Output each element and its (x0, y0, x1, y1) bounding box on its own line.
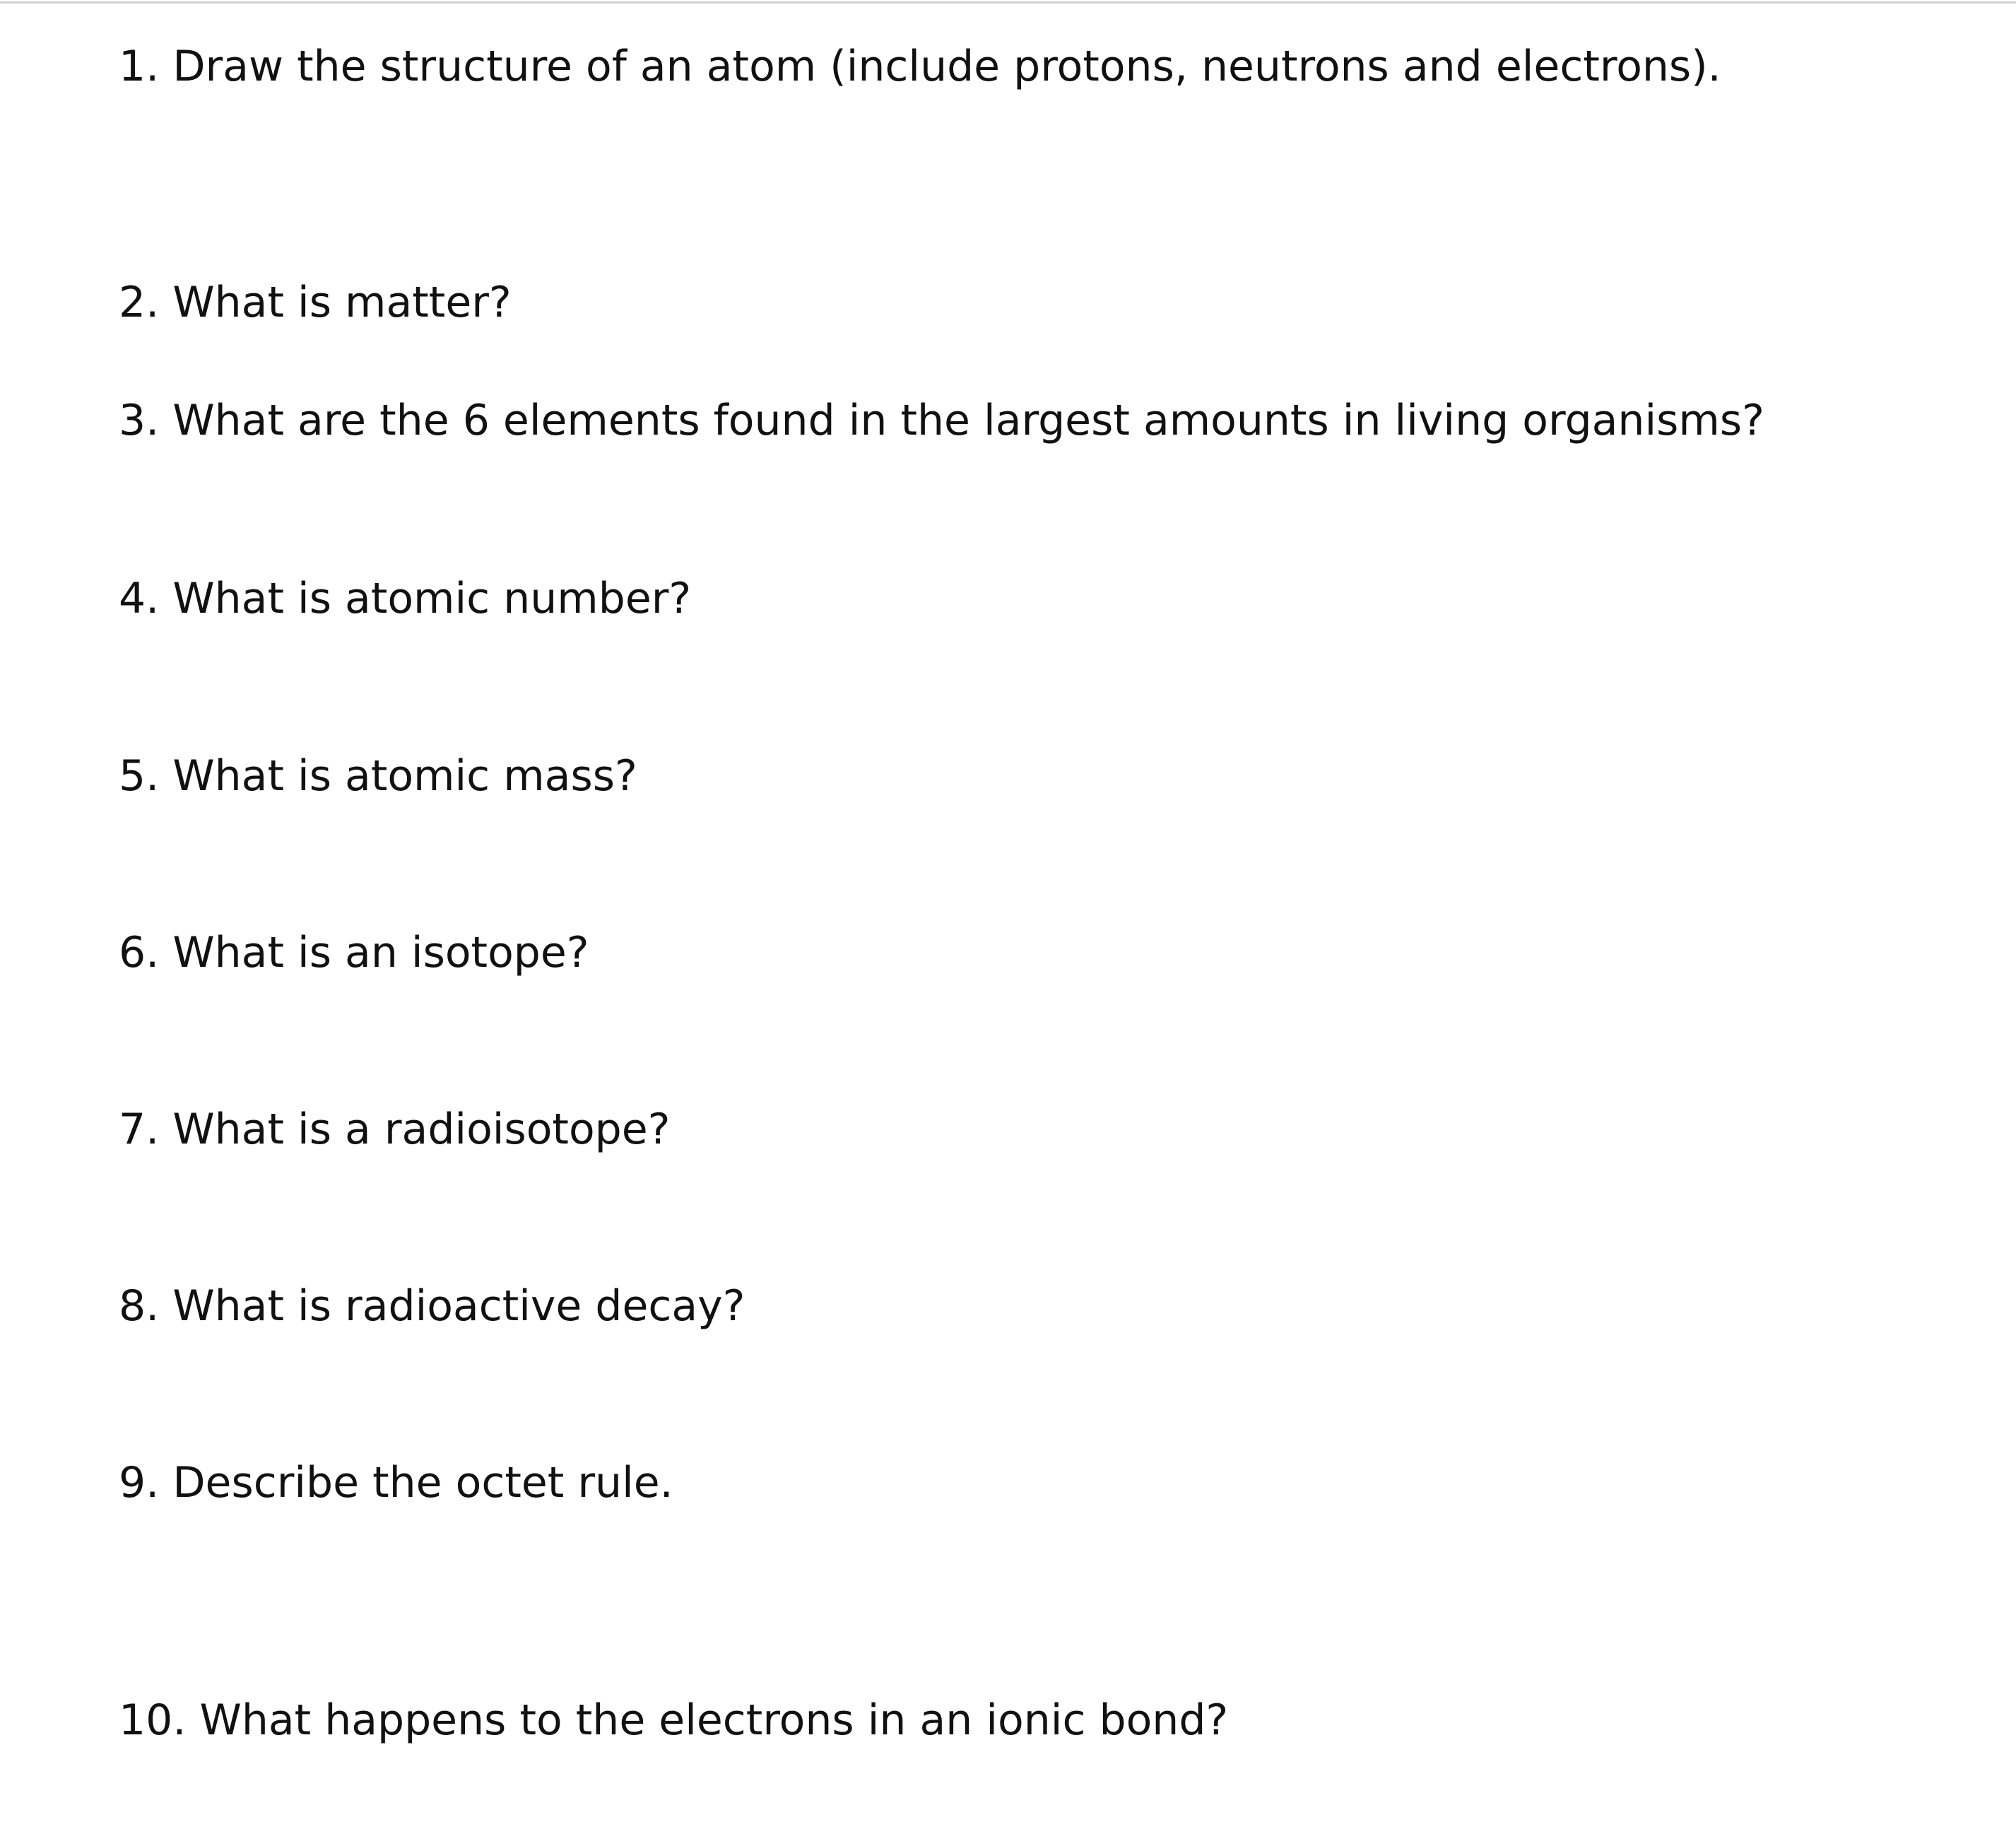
question-text: What is atomic mass? (172, 751, 637, 801)
question-number: 6. (119, 928, 160, 977)
question-text: What is radioactive decay? (172, 1281, 745, 1331)
question-text: What is an isotope? (172, 928, 589, 977)
question-number: 10. (119, 1695, 187, 1745)
question-number: 2. (119, 278, 160, 327)
question-8 (119, 1278, 745, 1334)
question-2 (119, 274, 512, 331)
question-4 (119, 570, 691, 627)
question-number: 7. (119, 1105, 160, 1154)
question-10 (119, 1692, 1228, 1748)
question-number: 3. (119, 396, 160, 445)
question-3 (119, 392, 1764, 449)
question-text: What is matter? (172, 278, 512, 327)
question-text: Draw the structure of an atom (include protons, neutrons and electrons). (172, 42, 1721, 91)
question-number: 1. (119, 42, 160, 91)
question-number: 4. (119, 574, 160, 623)
question-text: Describe the octet rule. (172, 1458, 673, 1507)
question-number: 9. (119, 1458, 160, 1507)
question-number: 5. (119, 751, 160, 801)
question-text: What are the 6 elements found in the largest amounts in living organisms? (172, 396, 1764, 445)
question-6 (119, 924, 589, 981)
question-text: What happens to the electrons in an ionic bond? (199, 1695, 1229, 1745)
question-5 (119, 748, 637, 804)
question-text: What is a radioisotope? (172, 1105, 671, 1154)
question-text: What is atomic number? (172, 574, 692, 623)
question-9 (119, 1454, 673, 1511)
question-1 (119, 38, 1721, 95)
question-7 (119, 1101, 671, 1158)
question-number: 8. (119, 1281, 160, 1331)
